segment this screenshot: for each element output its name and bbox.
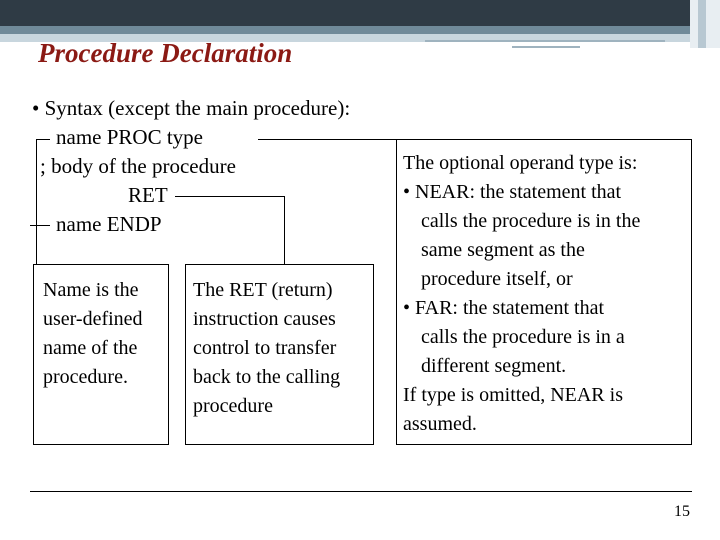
header-accent-line <box>512 46 580 48</box>
code-line-ret: RET <box>128 183 168 207</box>
type-note-line: same segment as the <box>421 239 585 261</box>
type-note-line: • FAR: the statement that <box>403 297 605 319</box>
slide-title: Procedure Declaration <box>38 38 293 68</box>
ret-note-box <box>185 264 374 445</box>
name-note-line: procedure. <box>43 366 128 388</box>
connector-line <box>284 196 285 264</box>
ret-note-line: instruction causes <box>193 308 336 330</box>
type-note-line: calls the procedure is in the <box>421 210 641 232</box>
connector-line <box>36 139 50 140</box>
header-bar-steel <box>0 26 720 34</box>
ret-note-line: control to transfer <box>193 337 337 359</box>
type-note-line: The optional operand type is: <box>403 152 638 174</box>
page-number: 15 <box>674 503 690 520</box>
ret-note-line: procedure <box>193 395 273 417</box>
name-note-box <box>33 264 169 445</box>
code-line-proc: name PROC type <box>56 125 203 149</box>
type-note-box <box>396 139 692 445</box>
name-note-line: name of the <box>43 337 138 359</box>
name-note-line: Name is the <box>43 279 139 301</box>
connector-line <box>30 225 50 226</box>
syntax-bullet: • Syntax (except the main procedure): <box>32 96 351 120</box>
type-note-line: calls the procedure is in a <box>421 326 625 348</box>
code-line-endp: name ENDP <box>56 212 162 236</box>
type-note-line: • NEAR: the statement that <box>403 181 622 203</box>
type-note-line: If type is omitted, NEAR is <box>403 384 623 406</box>
ret-note-line: The RET (return) <box>193 279 333 301</box>
header-accent-line <box>425 40 665 42</box>
type-note-line: assumed. <box>403 413 477 435</box>
connector-line <box>258 139 396 140</box>
name-note-line: user-defined <box>43 308 143 330</box>
connector-line <box>36 139 37 264</box>
header-bar-dark <box>0 0 720 26</box>
type-note-line: procedure itself, or <box>421 268 573 290</box>
type-note-line: different segment. <box>421 355 567 377</box>
footer-rule <box>30 491 692 492</box>
connector-line <box>175 196 285 197</box>
ret-note-line: back to the calling <box>193 366 341 388</box>
code-line-body: ; body of the procedure <box>40 154 236 178</box>
header-corner-stripe <box>698 0 706 48</box>
